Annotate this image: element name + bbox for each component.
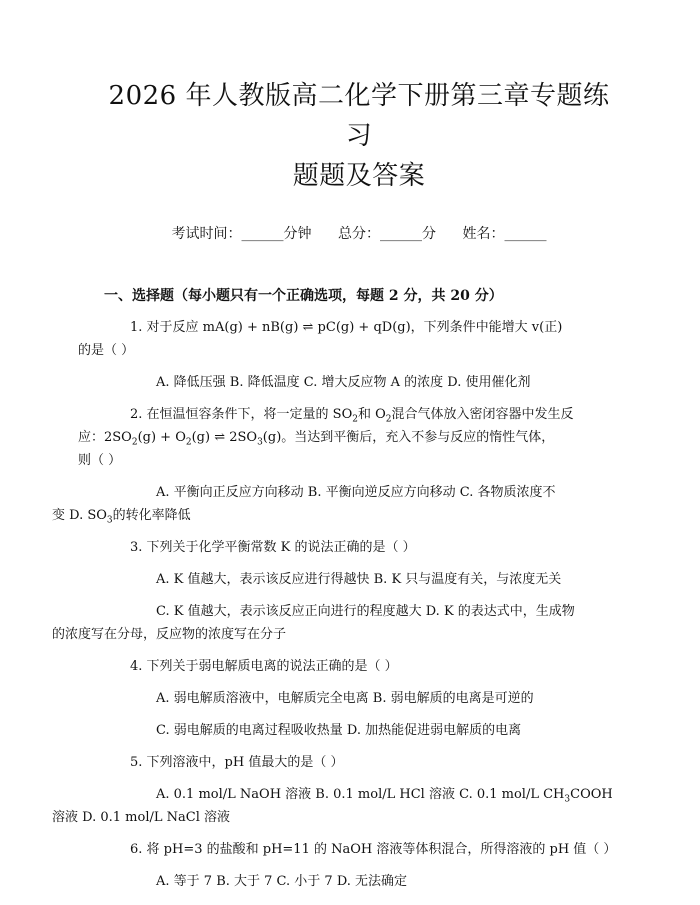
section-heading: 一、选择题（每小题只有一个正确选项，每题 2 分，共 20 分） [104,288,503,304]
student-name: 姓名：______ [462,226,547,242]
question-3-options-2: C. K 值越大，表示该反应正向进行的程度越大 D. K 的表达式中，生成物 的浓度写在分母，反应物的浓度写在分子 [52,604,575,642]
total-score: 总分：______分 [338,226,436,242]
question-4-stem: 4. 下列关于弱电解质电离的说法正确的是（ ） [130,659,398,674]
exam-meta [104,224,614,244]
title-line-1: 2026 年人教版高二化学下册第三章专题练习 [108,81,610,151]
question-1-line-2: 的是（ ） [78,343,135,358]
question-6-options: A. 等于 7 B. 大于 7 C. 小于 7 D. 无法确定 [156,874,408,889]
question-3-options-1: A. K 值越大，表示该反应进行得越快 B. K 只与温度有关，与浓度无关 [156,572,562,587]
question-5-stem: 5. 下列溶液中，pH 值最大的是（ ） [130,755,344,770]
question-4 [104,655,614,742]
exam-time: 考试时间：______分钟 [171,226,312,242]
question-4-options-2: C. 弱电解质的电离过程吸收热量 D. 加热能促进弱电解质的电离 [156,723,522,738]
question-1 [78,316,614,394]
question-3 [52,536,614,646]
question-2-stem: 2. 在恒温恒容条件下，将一定量的 $SO_2$和 $O_2$混合气体放入密闭容器中发生反 应：$2SO_2(g) + O_2(g)$ ⇌ $2SO_3(g)$。当达到平衡后，充入不参与反应的惰性气体， 则（ ） [78,407,574,468]
document-title [104,0,614,196]
question-5 [52,751,614,829]
question-6-stem: 6. 将 pH=3 的盐酸和 pH=11 的 NaOH 溶液等体积混合，所得溶液的 pH 值（ ） [130,842,617,857]
title-line-2: 题题及答案 [292,161,426,191]
question-5-options: A. 0.1 mol/L NaOH 溶液 B. 0.1 mol/L HCl 溶液 C. 0.1 mol/L $CH_3COOH$ 溶液 D. 0.1 mol/L NaCl 溶液 [52,787,613,825]
question-2 [52,403,614,527]
question-3-stem: 3. 下列关于化学平衡常数 K 的说法正确的是（ ） [130,540,416,555]
question-4-options-1: A. 弱电解质溶液中，电解质完全电离 B. 弱电解质的电离是可逆的 [156,691,534,706]
question-6 [104,838,617,893]
question-1-line-1: 1. 对于反应 mA(g) + nB(g) ⇌ pC(g) + qD(g)，下列条件中能增大 v(正) [130,320,563,335]
question-1-options: A. 降低压强 B. 降低温度 C. 增大反应物 A 的浓度 D. 使用催化剂 [156,375,531,390]
question-2-options: A. 平衡向正反应方向移动 B. 平衡向逆反应方向移动 C. 各物质浓度不 变 D. $SO_3$的转化率降低 [52,485,556,526]
